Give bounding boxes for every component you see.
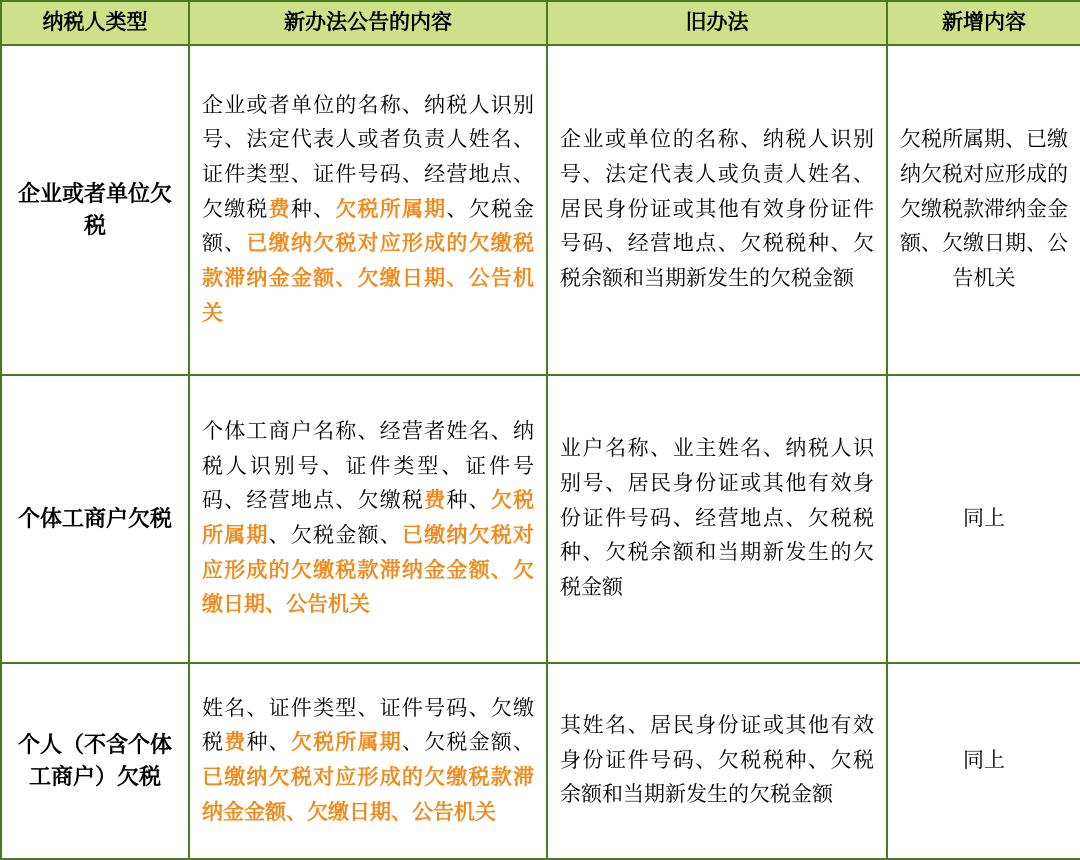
text-segment: 、欠税金额、 — [268, 524, 402, 547]
table-header — [1, 1, 1080, 45]
highlighted-segment: 欠税所属期 — [335, 197, 447, 221]
highlighted-segment: 欠税所属期 — [202, 489, 535, 547]
old-method-content-enterprise: 企业或单位的名称、纳税人识别号、法定代表人或负责人姓名、居民身份证或其他有效身份证件号码、经营地点、欠税税种、欠税余额和当期新发生的欠税金额 — [547, 45, 887, 375]
column-header-taxpayer-type: 纳税人类型 — [1, 1, 189, 45]
new-method-content-individual — [189, 663, 547, 859]
table-header-row — [1, 1, 1080, 45]
text-segment: 、欠税金额、 — [202, 197, 535, 256]
column-header-new-method: 新办法公告的内容 — [189, 1, 547, 45]
text-segment: 种、 — [290, 197, 336, 221]
column-header-added-content: 新增内容 — [887, 1, 1080, 45]
row-label-individual: 个人（不含个体工商户）欠税 — [1, 663, 189, 859]
added-content-enterprise: 欠税所属期、已缴纳欠税对应形成的欠缴税款滞纳金金额、欠缴日期、公告机关 — [887, 45, 1080, 375]
text-segment: 企业或者单位的名称、纳税人识别号、法定代表人或者负责人姓名、证件类型、证件号码、经营地点、欠缴税 — [202, 93, 534, 221]
added-content-individual: 同上 — [887, 663, 1080, 859]
text-segment: 种、 — [246, 731, 291, 755]
text-segment: 姓名、证件类型、证件号码、欠缴税 — [202, 696, 534, 755]
highlighted-segment: 已缴纳欠税对应形成的欠缴税款滞纳金金额、欠缴日期、公告机关 — [202, 766, 534, 824]
highlighted-segment: 欠税所属期 — [290, 731, 402, 755]
text-segment: 个体工商户名称、经营者姓名、纳税人识别号、证件类型、证件号码、经营地点、欠缴税 — [202, 420, 534, 513]
new-method-content-individual-business — [189, 375, 547, 663]
text-segment: 种、 — [446, 489, 491, 513]
highlighted-segment: 费 — [424, 489, 447, 513]
old-method-content-individual: 其姓名、居民身份证或其他有效身份证件号码、欠税税种、欠税余额和当期新发生的欠税金额 — [547, 663, 887, 859]
old-method-content-individual-business: 业户名称、业主姓名、纳税人识别号、居民身份证或其他有效身份证件号码、经营地点、欠税税种、欠税余额和当期新发生的欠税金额 — [547, 375, 887, 663]
column-header-old-method: 旧办法 — [547, 1, 887, 45]
highlighted-segment: 已缴纳欠税对应形成的欠缴税款滞纳金金额、欠缴日期、公告机关 — [202, 524, 535, 617]
row-label-enterprise: 企业或者单位欠税 — [1, 45, 189, 375]
table-row — [1, 375, 1080, 663]
added-content-individual-business: 同上 — [887, 375, 1080, 663]
highlighted-segment: 费 — [224, 731, 247, 755]
table-row — [1, 663, 1080, 859]
row-label-individual-business: 个体工商户欠税 — [1, 375, 189, 663]
highlighted-segment: 已缴纳欠税对应形成的欠缴税款滞纳金金额、欠缴日期、公告机关 — [202, 232, 535, 325]
table-row — [1, 45, 1080, 375]
new-method-content-enterprise — [189, 45, 547, 375]
table-body — [1, 45, 1080, 859]
text-segment: 、欠税金额、 — [401, 731, 535, 755]
highlighted-segment: 费 — [268, 197, 291, 221]
